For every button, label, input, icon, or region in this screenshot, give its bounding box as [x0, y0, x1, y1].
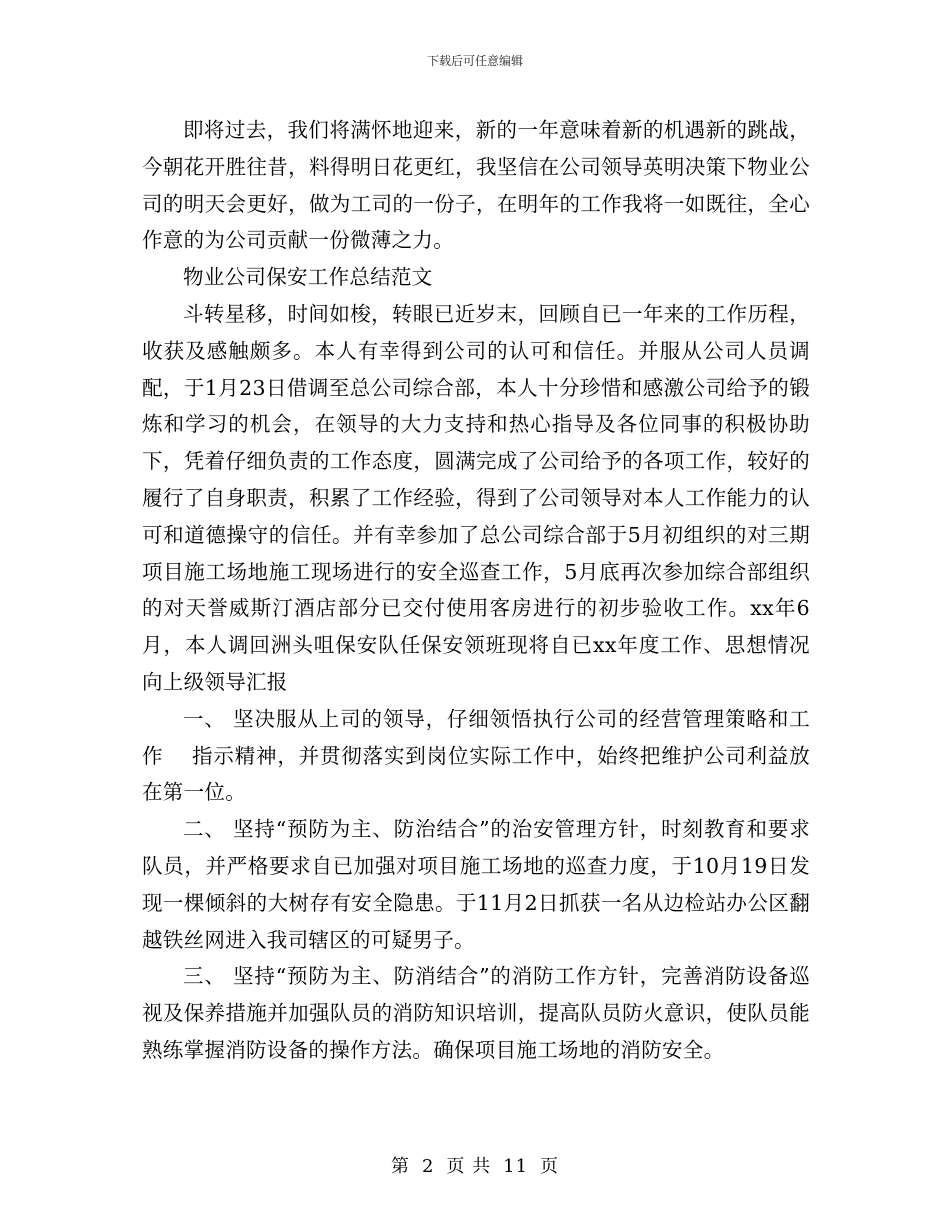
page-label-mid: 页 共: [446, 1156, 492, 1177]
page-label-post: 页: [540, 1156, 560, 1177]
page-total: 11: [503, 1156, 529, 1177]
paragraph-closing: 即将过去，我们将满怀地迎来，新的一年意味着新的机遇新的跳战，今朝花开胜往昔，料得明日花更红，我坚信在公司领导英明决策下物业公司的明天会更好，做为工司的一份子，在明年的工作我将一如既往，全心作意的为公司贡献一份微薄之力。: [142, 118, 810, 253]
document-body: [142, 112, 810, 1069]
page-header: 下载后可任意编辑: [426, 54, 523, 68]
paragraph-intro: 斗转星移，时间如梭，转眼已近岁末，回顾自已一年来的工作历程，收获及感触颇多。本人有幸得到公司的认可和信任。并服从公司人员调配，于1月23日借调至总公司综合部，本人十分珍惜和感激公司给予的锻炼和学习的机会，在领导的大力支持和热心指导及各位同事的积极协助下，凭着仔细负责的工作态度，圆满完成了公司给予的各项工作，较好的履行了自身职责，积累了工作经验，得到了公司领导对本人工作能力的认可和道德操守的信任。并有幸参加了总公司综合部于5月初组织的对三期项目施工场地施工现场进行的安全巡查工作，5月底再次参加综合部组织的对天誉威斯汀酒店部分已交付使用客房进行的初步验收工作。xx年6月，本人调回洲头咀保安队任保安领班现将自已xx年度工作、思想情况向上级领导汇报: [142, 301, 810, 694]
paragraph-item-3: 三、 坚持“预防为主、防消结合”的消防工作方针，完善消防设备巡视及保养措施并加强队员的消防知识培训，提高队员防火意识，使队员能熟练掌握消防设备的操作方法。确保项目施工场地的消防安全。: [142, 964, 810, 1062]
paragraph-item-2: 二、 坚持“预防为主、防治结合”的治安管理方针，时刻教育和要求队员，并严格要求自已加强对项目施工场地的巡查力度，于10月19日发现一棵倾斜的大树存有安全隐患。于11月2日抓获一名从边检站办公区翻越铁丝网进入我司辖区的可疑男子。: [142, 817, 810, 952]
section-title: 物业公司保安工作总结范文: [183, 265, 433, 290]
page-footer: [0, 1152, 950, 1178]
paragraph-item-1: 一、 坚决服从上司的领导，仔细领悟执行公司的经营管理策略和工作 指示精神，并贯彻落实到岗位实际工作中，始终把维护公司利益放在第一位。: [142, 706, 810, 805]
page-number: 2: [421, 1156, 435, 1177]
page-label-pre: 第: [390, 1156, 410, 1177]
